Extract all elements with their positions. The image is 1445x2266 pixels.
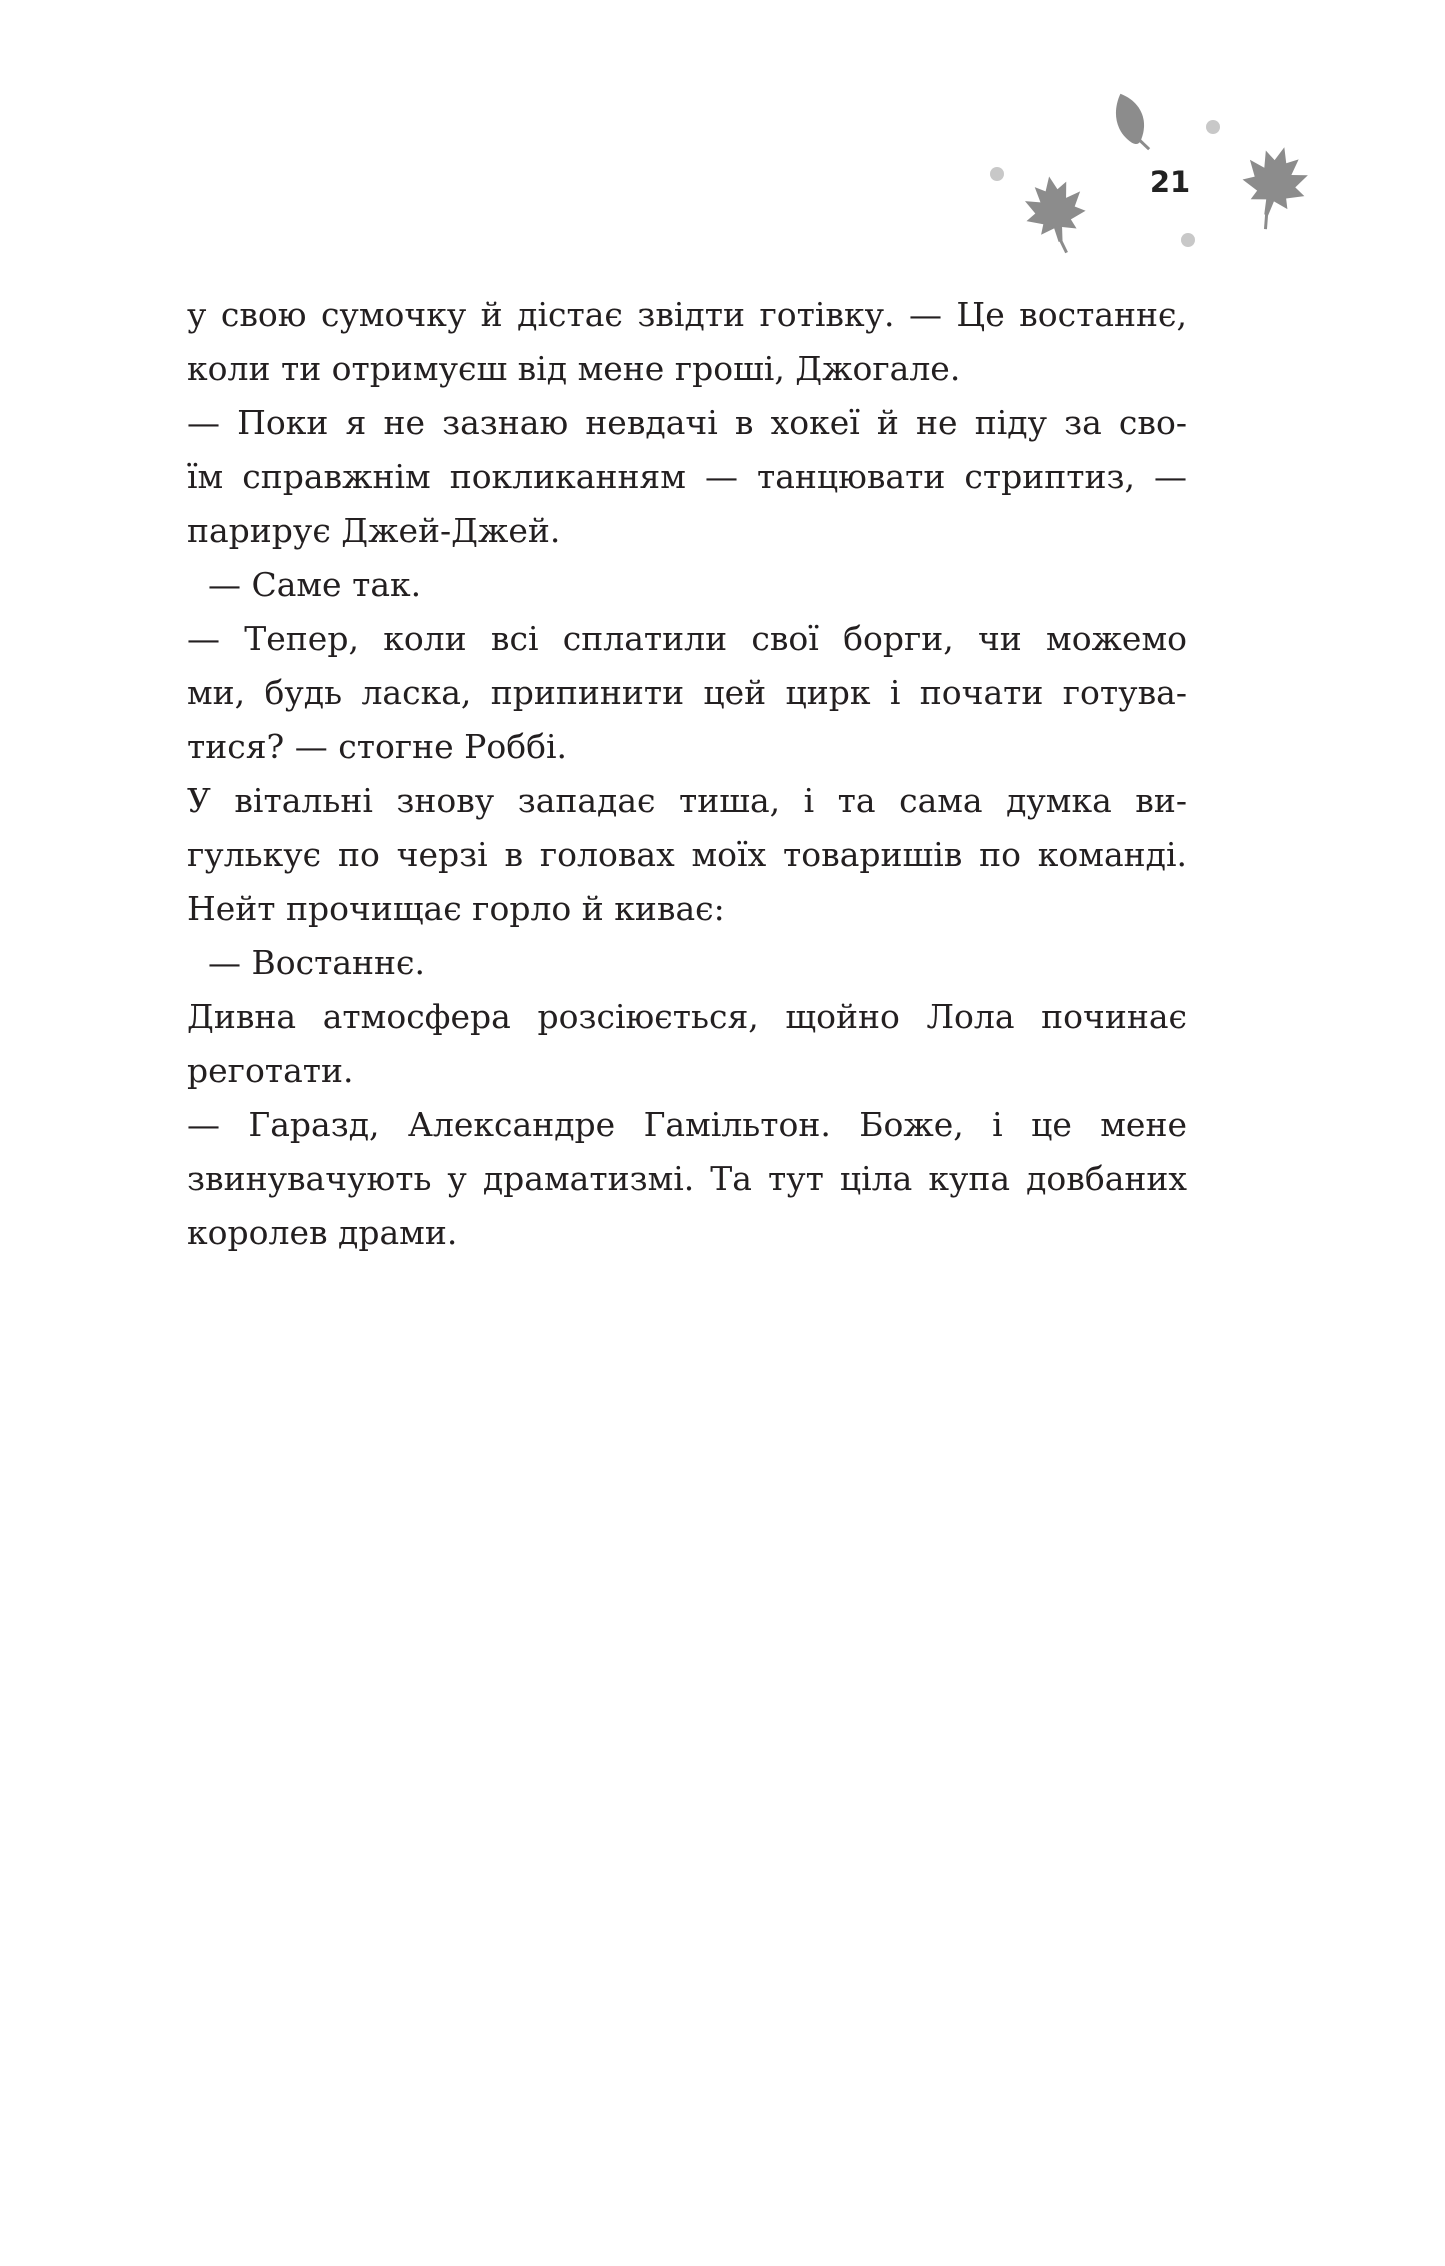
text-line: — Поки я не зазнаю невдачі в хокеї й не піду за сво- xyxy=(187,403,1187,442)
text-line: коли ти отримуєш від мене гроші, Джогале. xyxy=(187,349,961,388)
dot-icon xyxy=(1181,233,1195,247)
text-line: звинувачують у драматизмі. Та тут ціла купа довбаних xyxy=(187,1159,1187,1198)
birch-leaf-icon xyxy=(1108,90,1154,156)
text-line: королев драми. xyxy=(187,1213,458,1252)
maple-leaf-icon xyxy=(1020,171,1093,258)
text-line: Нейт прочищає горло й киває: xyxy=(187,889,725,928)
body-text xyxy=(187,288,1187,1260)
page-number: 21 xyxy=(1149,165,1191,199)
text-line: — Востаннє. xyxy=(187,943,425,982)
text-line: парирує Джей-Джей. xyxy=(187,511,561,550)
dot-icon xyxy=(1206,120,1220,134)
text-line: — Гаразд, Александре Гамільтон. Боже, і це мене xyxy=(187,1105,1187,1144)
dot-icon xyxy=(990,167,1004,181)
text-line: У вітальні знову западає тиша, і та сама думка ви- xyxy=(187,781,1187,820)
text-line: у свою сумочку й дістає звідти готівку. — Це востаннє, xyxy=(187,295,1187,334)
text-line: їм справжнім покликанням — танцювати стриптиз, — xyxy=(187,457,1187,496)
text-line: реготати. xyxy=(187,1051,354,1090)
text-line: гулькує по черзі в головах моїх товаришів по команді. xyxy=(187,835,1187,874)
text-line: ми, будь ласка, припинити цей цирк і почати готува- xyxy=(187,673,1187,712)
maple-leaf-icon xyxy=(1232,139,1310,237)
text-line: тися? — стогне Роббі. xyxy=(187,727,567,766)
text-line: — Тепер, коли всі сплатили свої борги, чи можемо xyxy=(187,619,1187,658)
text-line: — Саме так. xyxy=(187,565,422,604)
text-line: Дивна атмосфера розсіюється, щойно Лола починає xyxy=(187,997,1187,1036)
